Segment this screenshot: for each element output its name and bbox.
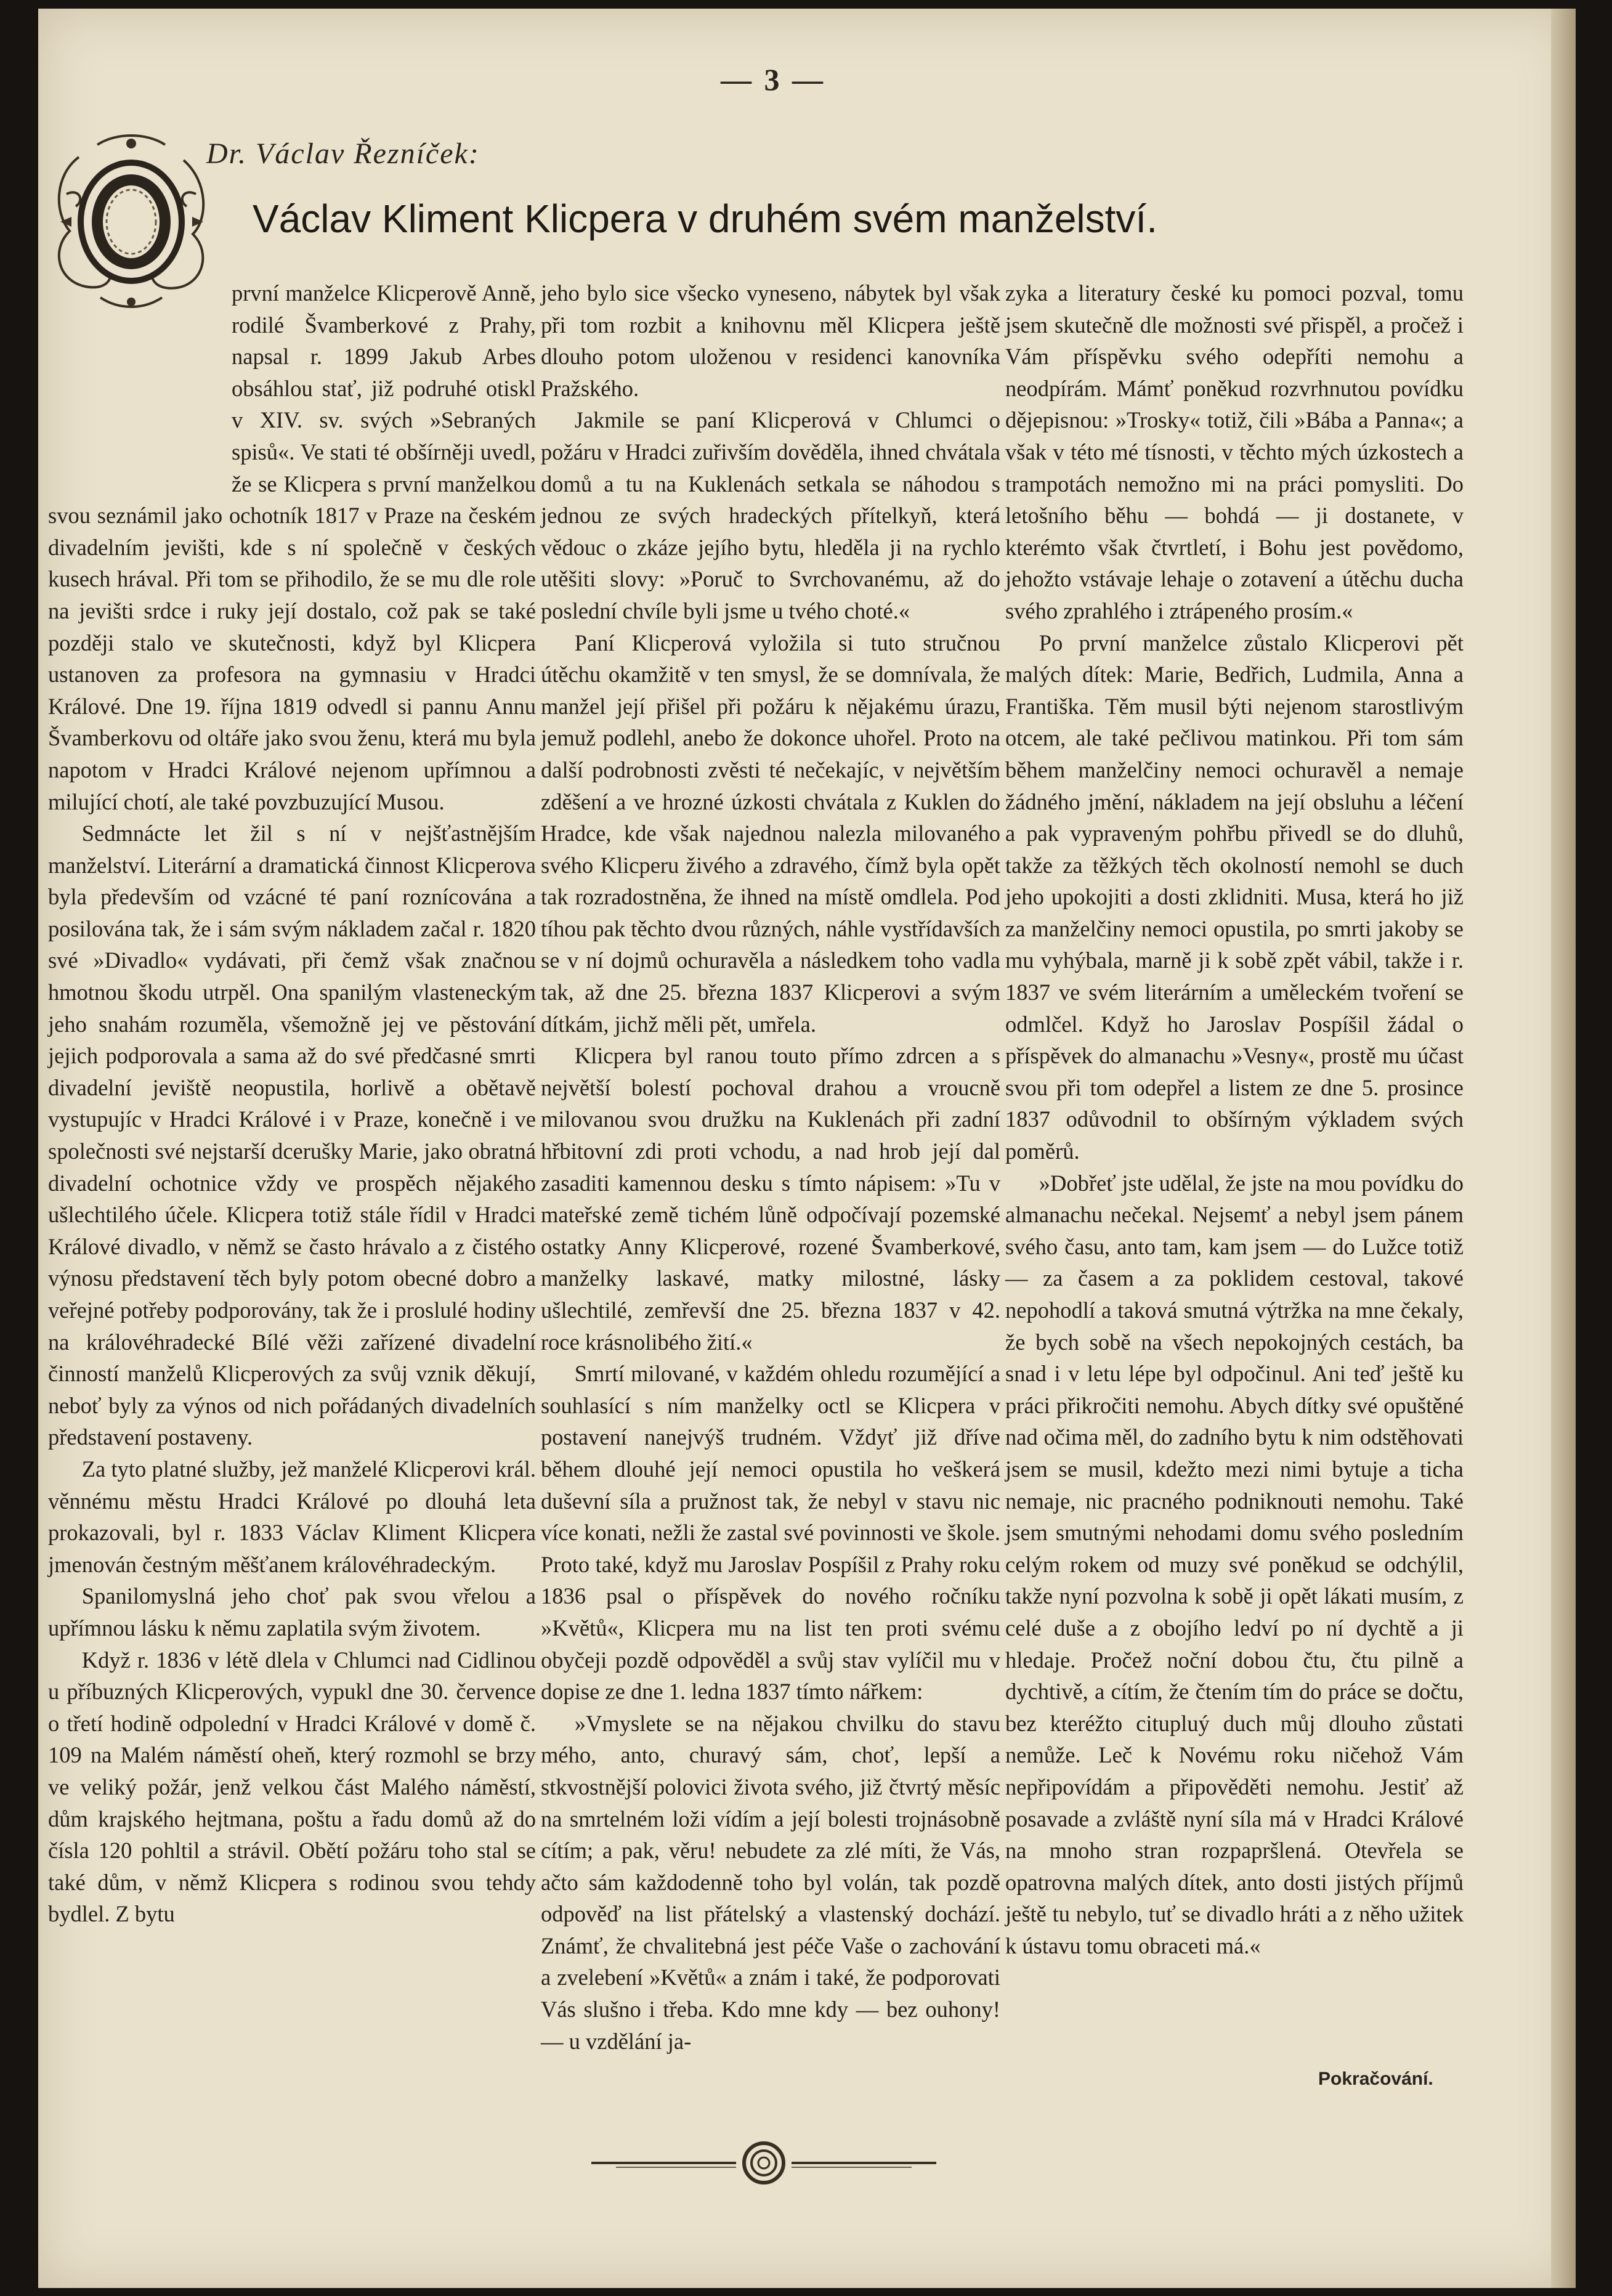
column-1-paragraph-2: Sedmnácte let žil s ní v nejšťastnějším manželství. Literární a dramatická činnost Klicperova byla především od vzácné té paní roznícována a posilována tak, že i sám svým nákladem začal r. 1820 své »Divadlo« vydávati, při čemž však značnou hmotnou škodu utrpěl. Ona spanilým vlasteneckým jeho snahám rozuměla, všemožně jej ve pěstování jejich podporovala a sama až do své předčasné smrti divadelní jeviště neopustila, horlivě a obětavě vystupujíc v Hradci Králové i v Praze, konečně i ve společnosti své nejstarší dcerušky Marie, jako obratná divadelní ochotnice vždy ve prospěch nějakého ušlechtilého účele. Klicpera totiž stále řídil v Hradci Králové divadlo, v němž se často hrávalo a z čistého výnosu představení těch byly potom obecné dobro a veřejné potřeby podporovány, tak že i proslulé hodiny na královéhradecké Bílé věži zařízené divadelní činností manželů Klicperových za svůj vznik děkují, neboť byly za výnos od nich pořádaných divadelních představení postaveny. — [48, 821, 536, 1450]
column-3-paragraph-3: »Dobřeť jste udělal, že jste na mou povídku do almanachu nečekal. Nejsemť a nebyl jsem pánem svého času, anto tam, kam jsem — do Lužce totiž — za časem a za poklidem cestoval, takové nepohodlí a taková smutná výtržka na mne čekaly, že bych sobě na všech nepokojných cestách, ba snad i v letu lépe byl odpočinul. Ani teď ještě ku práci přikročiti nemohu. Abych dítky své opuštěné nad očima měl, do zadního bytu k nim odstěhovati jsem se musil, kdežto mezi nimi bytuje a ticha nemaje, nic pracného podniknouti nemohu. Také jsem smutnými nehodami domu svého posledním celým rokem od muzy své poněkud se odchýlil, takže nyní pozvolna k sobě ji opět lákati musím, z celé duše a z obojího ledví po ní dychtě a ji hledaje. Pročež noční dobou čtu, čtu pilně a dychtivě, a cítím, že čtením tím do práce se dočtu, bez kteréžto citupluý duch můj dlouho zůstati nemůže. Leč k Novému roku ničehož Vám nepřipovídám a připověděti nemohu. Jestiť až posavade a zvláště nyní síla má v Hradci Králové na mnoho stran rozpapršlená. Otevřela se opatrovna malých dítek, anto dosti jistých příjmů ještě tu nebylo, tuť se divadlo hráti a z něho užitek k ústavu tomu obraceti má.« — [1005, 1170, 1464, 1958]
column-2-paragraph-1: jeho bylo sice všecko vyneseno, nábytek byl však při tom rozbit a knihovnu měl Klicpera ještě dlouho potom uloženou v residenci kanovníka Pražského. — [541, 280, 1000, 401]
column-1-paragraph-3: Za tyto platné služby, jež manželé Klicperovi král. věnnému městu Hradci Králové po dlouhá leta prokazovali, byl r. 1833 Václav Kliment Klicpera jmenován čestným měšťanem královéhradeckým. — [48, 1456, 536, 1577]
column-2-paragraph-6: »Vmyslete se na nějakou chvilku do stavu mého, anto, churavý sám, choť, lepší a stkvostnější polovici života svého, již čtvrtý měsíc na smrtelném loži vídím a její bolesti trojnásobně cítím; a pak, věru! nebudete za zlé míti, že Vás, ačto sám každodenně toho byl volán, tak pozdě odpověď na list přátelský a vlastenský dochází. Známť, že chvalitebná jest péče Vaše o zachování a zvelebení »Květů« a znám i také, že podporovati Vás slušno i třeba. Kdo mne kdy — bez ouhony! — u vzdělání ja- — [541, 1710, 1000, 2054]
column-1-paragraph-4: Spanilomyslná jeho choť pak svou vřelou a upřímnou lásku k němu zaplatila svým životem. — [48, 1583, 536, 1641]
text-column-1 — [48, 277, 536, 1930]
column-1-paragraph-1: první manželce Klicperově Anně, rodilé Švamberkové z Prahy, napsal r. 1899 Jakub Arbes obsáhlou stať, již podruhé otiskl v XIV. sv. svých »Sebraných spisů«. Ve stati té obšírněji uvedl, že se Klicpera s první manželkou svou seznámil jako ochotník 1817 v Praze na českém divadelním jevišti, kde s ní společně v českých kusech hrával. Při tom se přihodilo, že se mu dle role na jevišti srdce i ruky její dostalo, což pak se také později stalo ve skutečnosti, když byl Klicpera ustanoven za profesora na gymnasiu v Hradci Králové. Dne 19. října 1819 odvedl si pannu Annu Švamberkovu od oltáře jako svou ženu, která mu byla napotom v Hradci Králové nejenom upřímnou a milující chotí, ale také povzbuzující Musou. — [48, 280, 536, 814]
column-2-paragraph-2: Jakmile se paní Klicperová v Chlumci o požáru v Hradci zuřivším dověděla, ihned chvátala domů a tu na Kuklenách setkala se náhodou s jednou ze svých hradeckých přítelkyň, která vědouc o zkáze jejího bytu, hleděla ji na rychlo utěšiti slovy: »Poruč to Svrchovanému, až do poslední chvíle byli jsme u tvého choté.« — [541, 407, 1000, 623]
page-number: — 3 — — [721, 62, 825, 97]
article-author: Dr. Václav Řezníček: — [206, 137, 480, 170]
column-1-paragraph-5: Když r. 1836 v létě dlela v Chlumci nad Cidlinou u příbuzných Klicperových, vypukl dne 30. července o třetí hodině odpolední v Hradci Králové v domě č. 109 na Malém náměstí oheň, který rozmohl se brzy ve veliký požár, jenž velkou část Malého náměstí, dům krajského hejtmana, poštu a řadu domů až do čísla 120 pohltil a strávil. Obětí požáru toho stal se také dům, v němž Klicpera s rodinou svou tehdy bydlel. Z bytu — [48, 1647, 536, 1927]
bottom-ornament — [579, 2136, 949, 2189]
text-column-3 — [1005, 277, 1464, 1961]
column-2-paragraph-4: Klicpera byl ranou touto přímo zdrcen a s největší bolestí pochoval drahou a vroucně milovanou svou družku na Kuklenách při zadní hřbitovní zdi proti vchodu, a nad hrob její dal zasaditi kamennou desku s tímto nápisem: »Tu v mateřské země tichém lůně odpočívají pozemské ostatky Anny Klicperové, rozené Švamberkové, manželky laskavé, matky milostné, lásky ušlechtilé, zemřevší dne 25. března 1837 v 42. roce krásnolibého žití.« — [541, 1043, 1000, 1355]
column-2-paragraph-5: Smrtí milované, v každém ohledu rozumějící a souhlasící s ním manželky octl se Klicpera v postavení nanejvýš trudném. Vždyť již dříve během dlouhé její nemoci opustila ho veškerá duševní síla a pružnost tak, že nebyl v stavu nic více konati, nežli že zastal své povinnosti ve škole. Proto také, když mu Jaroslav Pospíšil z Prahy roku 1836 psal o příspěvek do nového ročníku »Květů«, Klicpera mu na list ten proti svému obyčeji pozdě odpověděl a svůj stav vylíčil mu v dopise ze dne 1. ledna 1837 tímto nářkem: — [541, 1361, 1000, 1705]
column-3-paragraph-1: zyka a literatury české ku pomoci pozval, tomu jsem skutečně dle možnosti své přispěl, a pročež i Vám příspěvku svého odepříti nemohu a neodpírám. Mámť poněkud rozvrhnutou povídku dějepisnou: »Trosky« totiž, čili »Bába a Panna«; a však v této mé tísnosti, v těchto mých úzkostech a trampotách nemožno mi na práci pomysliti. Do letošního běhu — bohdá — ji dostanete, v kterémto však čtvrtletí, i Bohu jest povědomo, jehožto vstávaje lehaje o zotavení a útěchu ducha svého zprahlého i ztrápeného prosím.« — [1005, 280, 1464, 623]
article-title: Václav Kliment Klicpera v druhém svém manželství. — [253, 197, 1157, 241]
column-3-paragraph-2: Po první manželce zůstalo Klicperovi pět malých dítek: Marie, Bedřich, Ludmila, Anna a Františka. Těm musil býti nejenom starostlivým otcem, ale také pečlivou matinkou. Při tom sám během manželčiny nemoci ochuravěl a nemaje žádného jmění, nákladem na její obsluhu a léčení a pak vypraveným pohřbu přivedl se do dluhů, takže za těžkých těch okolností nemohl se duch jeho upokojiti a dosti zklidniti. Musa, která ho již za manželčiny nemoci opustila, po smrti jakoby se mu vyhýbala, marně ji k sobě zpět vábil, takže i r. 1837 ve svém literárním a uměleckém tvoření se odmlčel. Když ho Jaroslav Pospíšil žádal o příspěvek do almanachu »Vesny«, prostě mu účast svou při tom odepřel a listem ze dne 5. prosince 1837 odůvodnil to obšírným výkladem svých poměrů. — [1005, 630, 1464, 1164]
column-2-paragraph-3: Paní Klicperová vyložila si tuto stručnou útěchu okamžitě v ten smysl, že se domnívala, že manžel její přišel při požáru k nějakému úrazu, jemuž podlehl, anebo že dokonce uhořel. Proto na další podrobnosti zvěsti té nečekajíc, v největším zděšení a ve hrozné úzkosti chvátala z Kuklen do Hradce, kde však najednou nalezla milovaného svého Klicperu živého a zdravého, čímž byla opět tak rozradostněna, že ihned na místě omdlela. Pod tíhou pak těchto dvou různých, náhle vystřídavších se v ní dojmů ochuravěla a následkem toho vadla tak, až dne 25. března 1837 Klicperovi a svým dítkám, jichž měli pět, umřela. — [541, 630, 1000, 1037]
ornament-rule-icon — [579, 2136, 949, 2189]
text-column-2 — [541, 277, 1000, 2057]
page-edge — [1551, 9, 1576, 2288]
continued-note: Pokračování. — [1318, 2069, 1433, 2089]
initial-spacer — [48, 277, 232, 469]
